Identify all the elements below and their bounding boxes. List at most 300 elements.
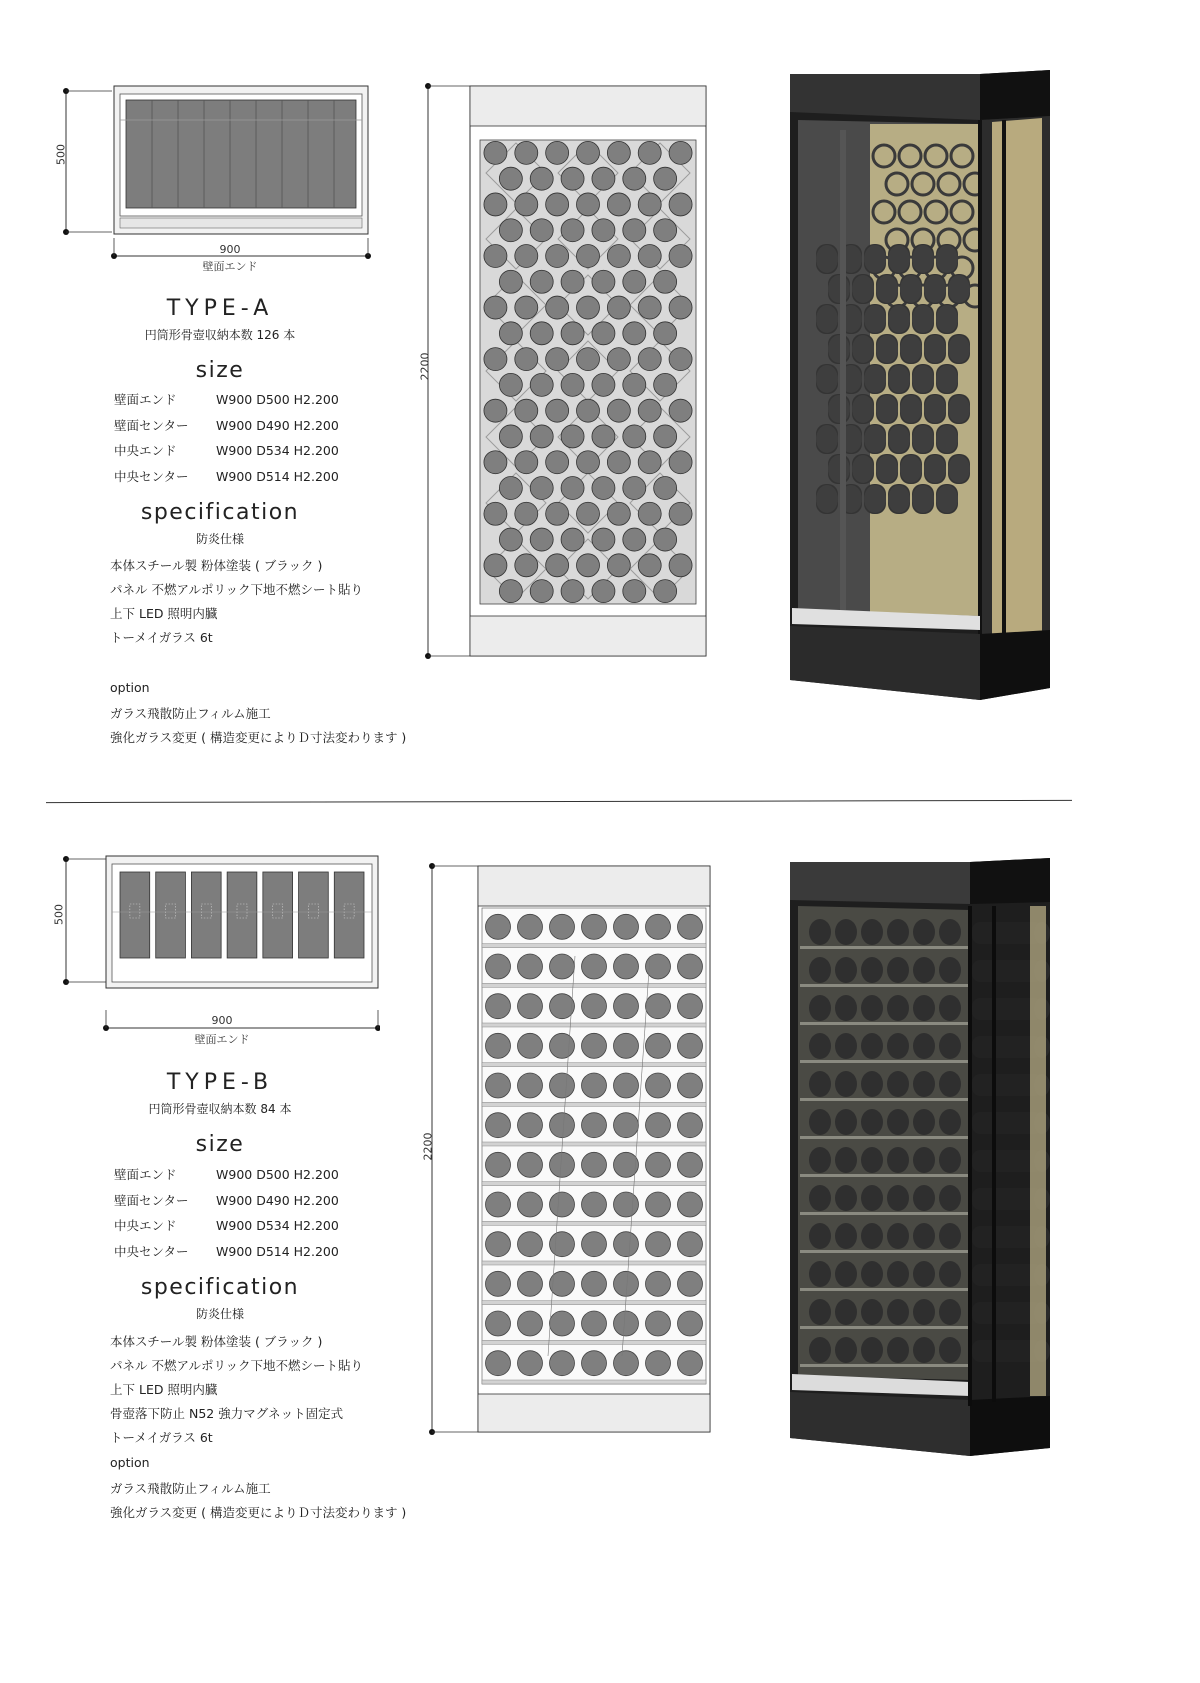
type-b-height-label: 2200 bbox=[421, 1132, 435, 1161]
urn-cylinder bbox=[939, 919, 961, 945]
urn-circle bbox=[499, 270, 522, 293]
urn-circle bbox=[546, 296, 569, 319]
urn-cap bbox=[828, 395, 850, 423]
urn-circle bbox=[678, 1311, 703, 1336]
shelf bbox=[482, 1102, 706, 1106]
urn-cap bbox=[864, 245, 886, 273]
urn-circle bbox=[592, 322, 615, 345]
urn-cap bbox=[912, 485, 934, 513]
urn-circle bbox=[654, 219, 677, 242]
urn-circle bbox=[486, 914, 511, 939]
urn-circle bbox=[669, 245, 692, 268]
urn-cylinder bbox=[939, 957, 961, 983]
urn-circle bbox=[518, 954, 543, 979]
urn-circle bbox=[486, 1073, 511, 1098]
urn-circle bbox=[582, 1192, 607, 1217]
urn-circle bbox=[614, 914, 639, 939]
urn-circle bbox=[669, 296, 692, 319]
urn-cap bbox=[864, 365, 886, 393]
urn-circle bbox=[638, 141, 661, 164]
urn-cap bbox=[828, 275, 850, 303]
urn-circle bbox=[669, 399, 692, 422]
urn-cylinder bbox=[809, 1185, 831, 1211]
urn-circle bbox=[669, 502, 692, 525]
urn-cylinder bbox=[861, 1033, 883, 1059]
type-b-spec-heading: specification bbox=[140, 1275, 300, 1300]
urn-cylinder bbox=[887, 957, 909, 983]
shelf bbox=[482, 1221, 706, 1225]
urn-circle bbox=[614, 1192, 639, 1217]
urn-cap bbox=[888, 245, 910, 273]
urn-circle bbox=[499, 219, 522, 242]
type-a-spec-list bbox=[110, 556, 363, 652]
urn-cylinder bbox=[809, 1337, 831, 1363]
urn-circle bbox=[515, 348, 538, 371]
urn-cap bbox=[828, 455, 850, 483]
urn-circle bbox=[546, 348, 569, 371]
urn-circle bbox=[518, 1033, 543, 1058]
urn-circle bbox=[638, 451, 661, 474]
urn-circle bbox=[518, 994, 543, 1019]
urn-circle bbox=[530, 528, 553, 551]
urn-circle bbox=[638, 554, 661, 577]
urn-cap bbox=[816, 305, 838, 333]
urn-cylinder bbox=[939, 1337, 961, 1363]
urn-circle bbox=[499, 528, 522, 551]
urn-circle bbox=[518, 1073, 543, 1098]
urn-cylinder bbox=[913, 1261, 935, 1287]
urn-circle bbox=[530, 219, 553, 242]
urn-circle bbox=[678, 1113, 703, 1138]
urn-circle bbox=[623, 270, 646, 293]
urn-circle bbox=[646, 1073, 671, 1098]
shelf bbox=[482, 1380, 706, 1384]
urn-circle bbox=[530, 322, 553, 345]
urn-circle bbox=[486, 1152, 511, 1177]
shelf bbox=[800, 1060, 970, 1063]
urn-cylinder bbox=[913, 1033, 935, 1059]
urn-circle bbox=[518, 1113, 543, 1138]
urn-cap bbox=[936, 245, 958, 273]
urn-circle bbox=[561, 580, 584, 603]
urn-cylinder bbox=[809, 995, 831, 1021]
urn-cap bbox=[948, 335, 970, 363]
urn-cap bbox=[900, 395, 922, 423]
urn-circle bbox=[607, 451, 630, 474]
urn-circle bbox=[654, 477, 677, 500]
urn-circle bbox=[638, 399, 661, 422]
urn-cylinder bbox=[861, 1071, 883, 1097]
urn-cylinder bbox=[887, 1261, 909, 1287]
urn-cylinder bbox=[835, 919, 857, 945]
type-a-spec-heading: specification bbox=[140, 500, 300, 525]
urn-cap bbox=[864, 305, 886, 333]
urn-cap bbox=[948, 395, 970, 423]
urn-cap bbox=[912, 425, 934, 453]
urn-cylinder bbox=[835, 995, 857, 1021]
size-value: W900 D534 H2.200 bbox=[216, 443, 339, 458]
urn-circle bbox=[518, 1152, 543, 1177]
type-a-plan-caption: 壁面エンド bbox=[202, 260, 258, 273]
urn-circle bbox=[486, 1271, 511, 1296]
size-label: 壁面エンド bbox=[114, 392, 177, 407]
urn-cylinder bbox=[887, 1337, 909, 1363]
urn-circle bbox=[518, 1311, 543, 1336]
urn-circle bbox=[484, 554, 507, 577]
urn-circle bbox=[654, 528, 677, 551]
urn-circle bbox=[607, 348, 630, 371]
urn-cylinder bbox=[939, 1071, 961, 1097]
option-line: ガラス飛散防止フィルム施工 bbox=[110, 706, 271, 721]
urn-circle bbox=[646, 1271, 671, 1296]
size-value: W900 D514 H2.200 bbox=[216, 1243, 339, 1259]
urn-cylinder bbox=[913, 1185, 935, 1211]
urn-circle bbox=[582, 1351, 607, 1376]
urn-cylinder bbox=[913, 1109, 935, 1135]
urn-circle bbox=[646, 994, 671, 1019]
urn-circle bbox=[678, 1073, 703, 1098]
urn-circle bbox=[577, 245, 600, 268]
urn-cylinder bbox=[861, 1185, 883, 1211]
shelf bbox=[482, 1023, 706, 1027]
urn-cylinder bbox=[809, 1223, 831, 1249]
urn-circle bbox=[623, 580, 646, 603]
shelf bbox=[800, 1212, 970, 1215]
option-line: 強化ガラス変更 ( 構造変更によりＤ寸法変わります ) bbox=[110, 1505, 407, 1520]
urn-circle bbox=[515, 141, 538, 164]
urn-circle bbox=[607, 141, 630, 164]
urn-circle bbox=[582, 914, 607, 939]
urn-cap bbox=[876, 335, 898, 363]
urn-cylinder bbox=[913, 1147, 935, 1173]
urn-circle bbox=[518, 1232, 543, 1257]
urn-cap bbox=[924, 395, 946, 423]
size-label: 中央エンド bbox=[114, 443, 177, 458]
urn-cylinder bbox=[913, 995, 935, 1021]
type-a-perspective-render bbox=[780, 60, 1080, 700]
urn-circle bbox=[530, 270, 553, 293]
urn-circle bbox=[546, 141, 569, 164]
urn-circle bbox=[486, 994, 511, 1019]
size-value: W900 D534 H2.200 bbox=[216, 1218, 339, 1233]
urn-circle bbox=[582, 1152, 607, 1177]
type-a-size-heading: size bbox=[195, 358, 245, 383]
urn-cylinder bbox=[835, 1185, 857, 1211]
type-b-depth-label: 500 bbox=[52, 904, 66, 925]
urn-circle bbox=[669, 193, 692, 216]
urn-cylinder bbox=[887, 1071, 909, 1097]
urn-circle bbox=[550, 1073, 575, 1098]
urn-circle bbox=[577, 348, 600, 371]
urn-circle bbox=[486, 1311, 511, 1336]
urn-cap bbox=[936, 305, 958, 333]
frame-bar bbox=[840, 130, 846, 610]
urn-cap bbox=[864, 425, 886, 453]
size-value: W900 D490 H2.200 bbox=[216, 1192, 339, 1208]
shelf bbox=[800, 984, 970, 987]
urn-circle bbox=[518, 1351, 543, 1376]
urn-cylinder bbox=[835, 1223, 857, 1249]
type-a-spec-sub: 防炎仕様 bbox=[195, 532, 244, 546]
shelf bbox=[800, 1288, 970, 1291]
urn-circle bbox=[607, 399, 630, 422]
urn-cap bbox=[852, 275, 874, 303]
urn-cylinder bbox=[809, 1299, 831, 1325]
urn-circle bbox=[654, 167, 677, 190]
urn-circle bbox=[550, 1311, 575, 1336]
urn-circle bbox=[484, 502, 507, 525]
urn-circle bbox=[607, 193, 630, 216]
type-b-title: TYPE-B bbox=[166, 1070, 274, 1095]
urn-cylinder bbox=[861, 995, 883, 1021]
urn-cylinder bbox=[835, 1071, 857, 1097]
spec-line: 上下 LED 照明内臓 bbox=[110, 1382, 218, 1397]
urn-cap bbox=[924, 275, 946, 303]
type-b-spec-list bbox=[110, 1332, 363, 1452]
urn-cylinder bbox=[835, 1299, 857, 1325]
urn-circle bbox=[623, 528, 646, 551]
urn-circle bbox=[515, 554, 538, 577]
urn-circle bbox=[486, 1232, 511, 1257]
urn-circle bbox=[638, 296, 661, 319]
type-b-elevation bbox=[420, 856, 730, 1446]
spec-line: トーメイガラス 6t bbox=[110, 630, 213, 645]
urn-circle bbox=[646, 914, 671, 939]
urn-cap bbox=[900, 335, 922, 363]
urn-circle bbox=[515, 451, 538, 474]
urn-cylinder bbox=[939, 1033, 961, 1059]
urn-circle bbox=[582, 954, 607, 979]
urn-circle bbox=[499, 373, 522, 396]
urn-circle bbox=[678, 954, 703, 979]
urn-cylinder bbox=[835, 1033, 857, 1059]
shelf bbox=[482, 1182, 706, 1186]
urn-circle bbox=[582, 1073, 607, 1098]
urn-cylinder bbox=[887, 1109, 909, 1135]
urn-circle bbox=[561, 270, 584, 293]
size-value: W900 D500 H2.200 bbox=[216, 1167, 339, 1182]
urn-circle bbox=[550, 1232, 575, 1257]
urn-circle bbox=[623, 477, 646, 500]
urn-cap bbox=[948, 455, 970, 483]
plan-slot bbox=[227, 872, 257, 958]
option-line: 強化ガラス変更 ( 構造変更によりＤ寸法変わります ) bbox=[110, 730, 407, 745]
shelf bbox=[482, 983, 706, 987]
urn-circle bbox=[484, 193, 507, 216]
urn-cap bbox=[876, 395, 898, 423]
type-b-option-list bbox=[110, 1479, 406, 1527]
urn-circle bbox=[486, 1192, 511, 1217]
urn-cylinder bbox=[939, 1109, 961, 1135]
urn-circle bbox=[654, 425, 677, 448]
urn-circle bbox=[546, 554, 569, 577]
urn-cap bbox=[864, 485, 886, 513]
urn-circle bbox=[592, 167, 615, 190]
urn-circle bbox=[614, 1271, 639, 1296]
urn-circle bbox=[646, 1351, 671, 1376]
urn-circle bbox=[678, 1232, 703, 1257]
urn-circle bbox=[678, 914, 703, 939]
type-b-width-label: 900 bbox=[211, 1014, 233, 1027]
urn-cap bbox=[816, 425, 838, 453]
urn-circle bbox=[582, 1271, 607, 1296]
urn-circle bbox=[530, 425, 553, 448]
urn-circle bbox=[484, 451, 507, 474]
spec-line: 本体スチール製 粉体塗装 ( ブラック ) bbox=[110, 558, 323, 573]
urn-cap bbox=[816, 245, 838, 273]
urn-circle bbox=[577, 399, 600, 422]
shelf bbox=[482, 944, 706, 948]
urn-cylinder bbox=[861, 919, 883, 945]
shelf bbox=[800, 1098, 970, 1101]
urn-cylinder bbox=[809, 1071, 831, 1097]
urn-circle bbox=[518, 1271, 543, 1296]
urn-circle bbox=[654, 270, 677, 293]
urn-circle bbox=[582, 994, 607, 1019]
size-label: 壁面センター bbox=[114, 1192, 189, 1208]
urn-circle bbox=[614, 954, 639, 979]
side-backing bbox=[1030, 906, 1046, 1396]
urn-circle bbox=[546, 451, 569, 474]
urn-circle bbox=[646, 1152, 671, 1177]
urn-cylinder bbox=[887, 1299, 909, 1325]
urn-circle bbox=[546, 193, 569, 216]
urn-cap bbox=[888, 485, 910, 513]
urn-circle bbox=[678, 1033, 703, 1058]
section-divider bbox=[46, 800, 1072, 803]
urn-circle bbox=[484, 245, 507, 268]
urn-cylinder bbox=[939, 1223, 961, 1249]
size-label: 壁面センター bbox=[114, 417, 189, 433]
size-row bbox=[114, 416, 339, 442]
urn-circle bbox=[577, 451, 600, 474]
shelf bbox=[482, 1261, 706, 1265]
shelf bbox=[800, 1364, 970, 1367]
urn-circle bbox=[614, 1351, 639, 1376]
type-a-elevation bbox=[410, 76, 730, 676]
urn-circle bbox=[577, 296, 600, 319]
urn-circle bbox=[623, 322, 646, 345]
urn-circle bbox=[518, 1192, 543, 1217]
size-row bbox=[114, 390, 339, 416]
urn-circle bbox=[546, 399, 569, 422]
urn-circle bbox=[561, 425, 584, 448]
plan-slot bbox=[156, 872, 186, 958]
urn-cap bbox=[888, 365, 910, 393]
size-label: 中央センター bbox=[114, 468, 189, 484]
urn-cylinder bbox=[835, 1337, 857, 1363]
plan-slot bbox=[334, 872, 364, 958]
urn-circle bbox=[577, 554, 600, 577]
urn-circle bbox=[614, 994, 639, 1019]
urn-circle bbox=[646, 1113, 671, 1138]
urn-circle bbox=[669, 141, 692, 164]
urn-cap bbox=[900, 275, 922, 303]
type-a-capacity: 円筒形骨壺収納本数 126 本 bbox=[144, 328, 296, 342]
urn-cylinder bbox=[861, 1337, 883, 1363]
urn-cap bbox=[924, 455, 946, 483]
urn-cylinder bbox=[835, 957, 857, 983]
urn-cap bbox=[948, 275, 970, 303]
urn-circle bbox=[646, 1192, 671, 1217]
urn-cap bbox=[876, 275, 898, 303]
size-label: 中央センター bbox=[114, 1243, 189, 1259]
urn-circle bbox=[592, 219, 615, 242]
type-a-option-list bbox=[110, 704, 406, 752]
urn-circle bbox=[550, 914, 575, 939]
urn-circle bbox=[582, 1113, 607, 1138]
option-line: ガラス飛散防止フィルム施工 bbox=[110, 1481, 271, 1496]
urn-circle bbox=[592, 373, 615, 396]
urn-cap bbox=[828, 335, 850, 363]
urn-cylinder bbox=[887, 1185, 909, 1211]
type-a-height-label: 2200 bbox=[418, 352, 432, 381]
urn-circle bbox=[499, 425, 522, 448]
urn-circle bbox=[654, 322, 677, 345]
size-label: 壁面エンド bbox=[114, 1167, 177, 1182]
shelf bbox=[482, 1301, 706, 1305]
size-row bbox=[114, 1165, 339, 1191]
urn-cap bbox=[936, 485, 958, 513]
urn-circle bbox=[614, 1073, 639, 1098]
urn-circle bbox=[623, 425, 646, 448]
urn-circle bbox=[499, 580, 522, 603]
urn-circle bbox=[486, 954, 511, 979]
urn-circle bbox=[646, 1311, 671, 1336]
type-b-option-heading: option bbox=[110, 1455, 150, 1470]
urn-cylinder bbox=[861, 1299, 883, 1325]
type-b-capacity: 円筒形骨壺収納本数 84 本 bbox=[148, 1102, 292, 1116]
urn-cylinder bbox=[861, 1223, 883, 1249]
urn-cap bbox=[936, 425, 958, 453]
type-a-width-label: 900 bbox=[219, 243, 241, 256]
urn-circle bbox=[484, 141, 507, 164]
urn-circle bbox=[550, 1113, 575, 1138]
urn-circle bbox=[678, 1192, 703, 1217]
shelf bbox=[800, 946, 970, 949]
urn-circle bbox=[499, 477, 522, 500]
urn-circle bbox=[623, 219, 646, 242]
urn-circle bbox=[669, 348, 692, 371]
urn-cylinder bbox=[887, 1223, 909, 1249]
shelf bbox=[800, 1136, 970, 1139]
urn-circle bbox=[678, 994, 703, 1019]
urn-circle bbox=[646, 1033, 671, 1058]
urn-circle bbox=[550, 954, 575, 979]
urn-circle bbox=[484, 348, 507, 371]
urn-cap bbox=[912, 305, 934, 333]
urn-circle bbox=[546, 502, 569, 525]
urn-circle bbox=[486, 1113, 511, 1138]
size-value: W900 D490 H2.200 bbox=[216, 417, 339, 433]
urn-cap bbox=[816, 485, 838, 513]
urn-cylinder bbox=[913, 1337, 935, 1363]
urn-circle bbox=[607, 502, 630, 525]
size-row bbox=[114, 1216, 339, 1242]
urn-circle bbox=[515, 296, 538, 319]
spec-line: パネル 不燃アルポリック下地不燃シート貼り bbox=[110, 582, 363, 597]
urn-circle bbox=[678, 1351, 703, 1376]
size-row bbox=[114, 467, 339, 493]
urn-cylinder bbox=[809, 957, 831, 983]
urn-circle bbox=[561, 219, 584, 242]
urn-circle bbox=[607, 554, 630, 577]
urn-circle bbox=[623, 373, 646, 396]
urn-cap bbox=[924, 335, 946, 363]
urn-cylinder bbox=[913, 1071, 935, 1097]
urn-circle bbox=[550, 1152, 575, 1177]
type-a-depth-label: 500 bbox=[54, 144, 68, 165]
